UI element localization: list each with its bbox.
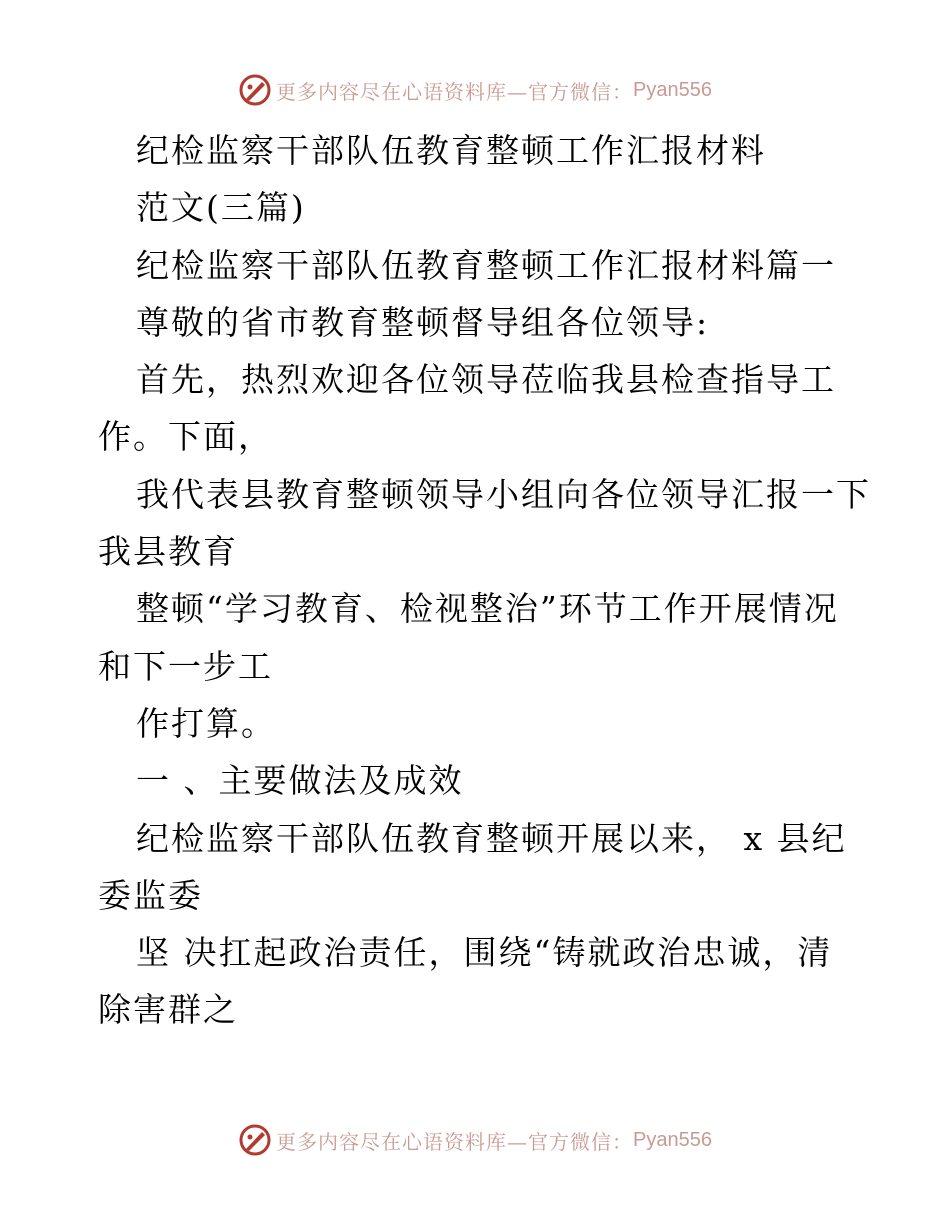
header-watermark xyxy=(0,70,950,110)
watermark-wechat-id: Pyan556 xyxy=(633,1128,712,1151)
subsection-heading: 一 、主要做法及成效 xyxy=(136,761,464,801)
paragraph-line: 坚 决扛起政治责任，围绕“铸就政治忠诚，清 xyxy=(136,933,833,973)
watermark-text: 更多内容尽在心语资料库—官方微信： xyxy=(276,1129,634,1154)
paragraph-line: 首先，热烈欢迎各位领导莅临我县检查指导工 xyxy=(136,360,836,400)
feather-pen-logo-icon xyxy=(238,73,272,107)
section-heading: 纪检监察干部队伍教育整顿工作汇报材料篇一 xyxy=(136,245,836,285)
document-body xyxy=(98,122,871,1039)
paragraph-line: 我县教育 xyxy=(98,532,238,572)
title-line-1: 纪检监察干部队伍教育整顿工作汇报材料 xyxy=(136,131,766,170)
paragraph-line: 作打算。 xyxy=(136,703,276,743)
watermark-wechat-id: Pyan556 xyxy=(633,78,712,101)
title-line-2: 范文(三篇) xyxy=(136,188,306,228)
paragraph-line: 我代表县教育整顿领导小组向各位领导汇报一下 xyxy=(136,474,871,514)
salutation: 尊敬的省市教育整顿督导组各位领导: xyxy=(136,302,710,342)
paragraph-line: 纪检监察干部队伍教育整顿开展以来， x 县纪 xyxy=(136,818,847,858)
paragraph-line: 除害群之 xyxy=(98,990,238,1030)
feather-pen-logo-icon xyxy=(238,1123,272,1157)
paragraph-line: 和下一步工 xyxy=(98,646,273,686)
watermark-text: 更多内容尽在心语资料库—官方微信： xyxy=(276,79,634,104)
paragraph-line: 作。下面， xyxy=(98,417,273,457)
paragraph-line: 委监委 xyxy=(98,875,203,915)
paragraph-line: 整顿“学习教育、检视整治”环节工作开展情况 xyxy=(136,589,839,629)
footer-watermark xyxy=(0,1120,950,1160)
